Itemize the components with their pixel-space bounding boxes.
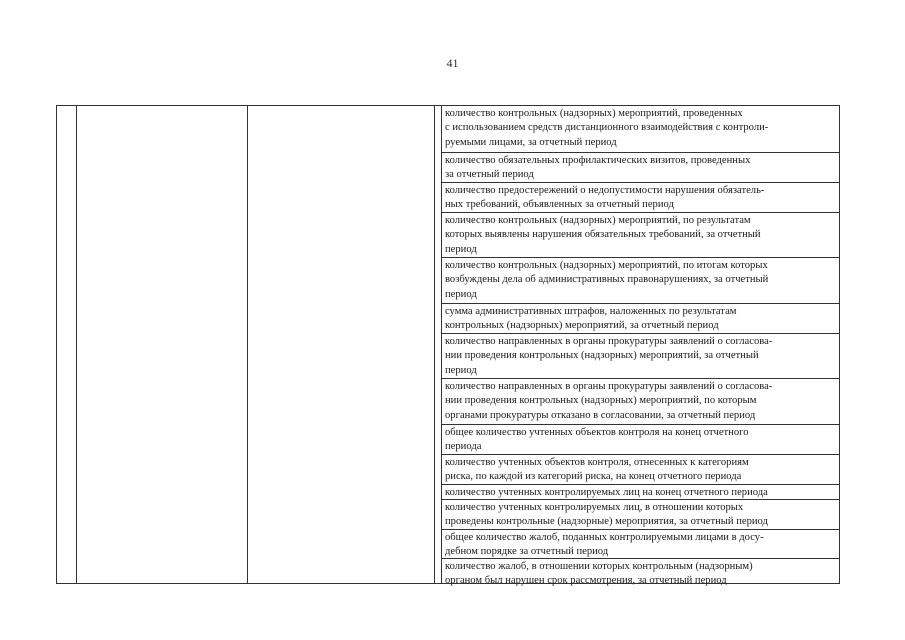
column-divider-3 [434, 106, 435, 583]
indicator-text: количество контрольных (надзорных) мероприятий, по результатам которых выявлены нарушения обязательных требований, за отчетный период [445, 215, 761, 255]
page-number: 41 [446, 56, 459, 70]
indicator-text: общее количество учтенных объектов контроля на конец отчетного периода [445, 427, 749, 453]
indicator-text: количество контрольных (надзорных) мероприятий, проведенных с использованием средств дистанционного взаимодействия с контроли- руемыми лицами, за отчетный период [445, 108, 769, 148]
table-row [442, 425, 839, 455]
indicator-text: количество жалоб, в отношении которых контрольным (надзорным) органом был нарушен срок рассмотрения, за отчетный период [445, 561, 753, 587]
table-row [442, 213, 839, 258]
indicator-text: общее количество жалоб, поданных контролируемыми лицами в досу- дебном порядке за отчетный период [445, 532, 764, 558]
column-divider-1 [76, 106, 77, 583]
indicator-text: количество направленных в органы прокуратуры заявлений о согласова- нии проведения контрольных (надзорных) мероприятий, за отчетный период [445, 336, 773, 376]
indicator-text: количество направленных в органы прокуратуры заявлений о согласова- нии проведения контрольных (надзорных) мероприятий, по которым органами прокуратуры отказано в согласовании, за отчетный период [445, 381, 773, 421]
indicator-text: количество предостережений о недопустимости нарушения обязатель- ных требований, объявленных за отчетный период [445, 185, 765, 211]
table-row [442, 258, 839, 304]
table-row [442, 559, 839, 585]
table-row [442, 183, 839, 213]
indicator-text: количество учтенных контролируемых лиц, в отношении которых проведены контрольные (надзорные) мероприятия, за отчетный период [445, 502, 768, 528]
table-row [442, 304, 839, 334]
indicator-text: количество учтенных контролируемых лиц на конец отчетного периода [445, 487, 768, 498]
indicators-table [56, 105, 840, 587]
table-row [442, 500, 839, 530]
column-divider-2 [247, 106, 248, 583]
table-row [442, 334, 839, 379]
table-row [442, 153, 839, 183]
table-row [442, 530, 839, 559]
indicator-text: количество обязательных профилактических визитов, проведенных за отчетный период [445, 155, 751, 181]
table-row [442, 106, 839, 153]
indicator-text: количество контрольных (надзорных) мероприятий, по итогам которых возбуждены дела об административных правонарушениях, за отчетный период [445, 260, 769, 300]
indicator-text: количество учтенных объектов контроля, отнесенных к категориям риска, по каждой из категорий риска, на конец отчетного периода [445, 457, 749, 483]
indicator-text: сумма административных штрафов, наложенных по результатам контрольных (надзорных) мероприятий, за отчетный период [445, 306, 737, 332]
table-row [442, 379, 839, 425]
indicator-rows [442, 106, 839, 587]
table-row [442, 485, 839, 500]
table-row [442, 455, 839, 485]
